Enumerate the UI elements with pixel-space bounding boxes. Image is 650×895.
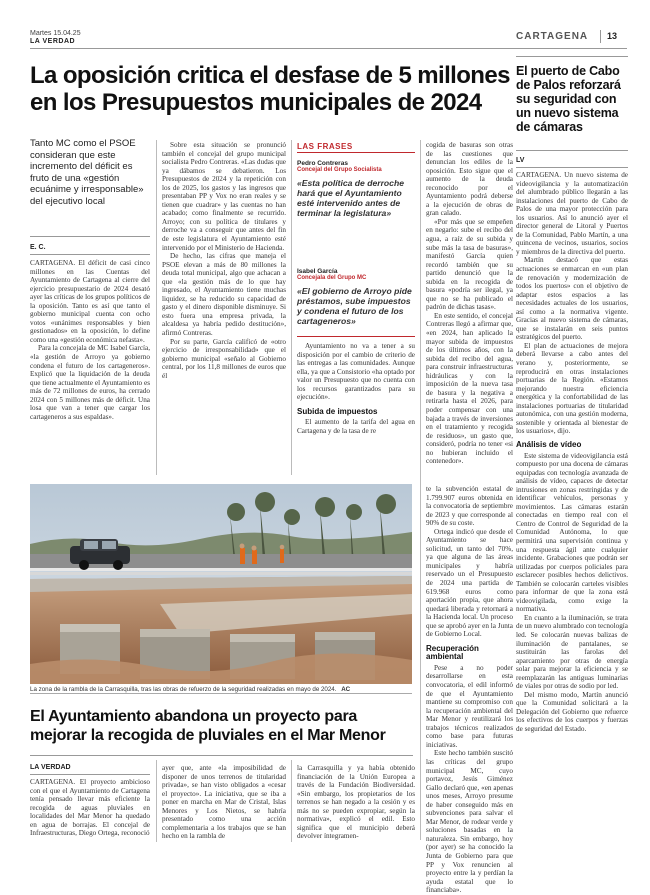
photo-caption-text: La zona de la rambla de la Carrasquilla, tras las obras de refuerzo de la seguridad realizadas en mayo de 2024. — [30, 686, 337, 693]
main-standfirst: Tanto MC como el PSOE consideran que este incremento del déficit es fruto de una «gestión ecuánime y irresponsable» del ejecutivo local — [30, 138, 144, 207]
main-column-3 — [297, 342, 415, 435]
main-headline: La oposición critica el desfase de 5 millones en los Presupuestos municipales de 2024 — [30, 62, 510, 116]
sidebar-p5: En cuanto a la iluminación, se trata de un nuevo alumbrado con tecnología led. Se colocarán nuevas balizas de iluminación de pantalanes, se sustituirán las farolas del aparcamiento por otras de energía solar para mejorar la eficiencia y se reemplazarán las antiguas luminarias de viales por otras de sodio por led. — [516, 613, 628, 691]
column-divider-3 — [420, 140, 421, 840]
quote-2-text: «El gobierno de Arroyo pide préstamos, sube impuestos y condena el futuro de los cartageneros» — [297, 286, 412, 326]
sidebar-p4: Este sistema de videovigilancia está compuesto por una docena de cámaras equipadas con tecnología avanzada de análisis de vídeo, capaces de detectar intrusiones en zonas restringidas y de identificar vehículos, personas y movimientos. Las cámaras estarán conectadas en tiempo real con el Centro de Control de Seguridad de la Comunidad Autónoma, lo que permitirá una supervisión continua y una respuesta ágil ante cualquier incidente. Grabaciones que podrán ser utilizadas por cuerpos policiales para esclarecer posibles hechos delictivos. También se colocarán carteles visibles para informar de que la zona está videovigilada, como exige la normativa. — [516, 451, 628, 614]
second-column-1 — [30, 778, 150, 838]
issue-date: Martes 15.04.25 — [30, 30, 81, 37]
masthead-rule — [30, 48, 627, 49]
main-col2-p1: Sobre esta situación se pronunció también el concejal del grupo municipal socialista Pedro Contreras. «Las dudas que ya dábamos se debatieron. Los Presupuestos de 2024 y la repetición con los de 2025, los gastos y las ingresos que presentaban PP y Vox no eran reales y se tienen que cuadrar» y las cuentas no han acabado; como finalmente se recurrido. Arroyo; con su política de titulares y derroche va a conseguir que antes del fin de este legislatura el Ayuntamiento esté intervenido por el Ministerio de Hacienda. — [162, 141, 286, 252]
column-divider-1 — [156, 140, 157, 475]
caption-rule — [30, 693, 412, 694]
photo-caption — [30, 686, 412, 693]
newspaper-name: LA VERDAD — [30, 38, 76, 45]
sidebar-body — [516, 171, 628, 734]
main-col4-p5: Ortega indicó que desde el Ayuntamiento se hace solicitud, un tanto del 70%, ya que alguna de las áreas municipales y habría reservado un el Presupuesto de 2024 una partida de 619.968 euros como aportación propia, que ahora quedará liberada y retornará a la Hacienda local. Un proceso que se aprobó ayer en la Junta de Gobierno Local. — [426, 527, 513, 639]
second-headline: El Ayuntamiento abandona un proyecto para mejorar la recogida de pluviales en el Mar Menor — [30, 708, 386, 744]
quote-1-author: Pedro Contreras — [297, 160, 348, 167]
photo-credit: AC — [341, 686, 351, 693]
main-col4-p7: Este hecho también suscitó las críticas del grupo municipal MC, cuyo portavoz, Jesús Giménez Gallo declaró que, «en apenas unos meses, Arroyo presume de haber conseguido más en subvenciones para salvar el Mar Menor, de rodear verde y soluciones basadas en la naturaleza. Sin embargo, hoy (por ayer) se ha conocido la Junta de Gobierno para que PP y Vox renuncien al proyecto entre la y perdían la ayuda estatal que lo financiaba». — [426, 749, 513, 895]
sidebar-top-rule — [516, 56, 628, 57]
main-col2-p2: De hecho, las cifras que maneja el PSOE elevan a más de 80 millones la deuda total municipal, algo que achacan a que «la gestión más de lo que hay ingresado, el Ayuntamiento tiene muchas liquidez, se ha reducido su capacidad de gasto y el dinero disponible disminuye. Si esto fuera una empresa privada, la alcaldesa ya habría pedido destitución», afirmó Contreras. — [162, 252, 286, 338]
rambla-photo — [30, 484, 412, 684]
second-col1-p1: CARTAGENA. El proyecto ambicioso con el que el Ayuntamiento de Cartagena tenía pensado llevar más eficiente la recogida de aguas pluviales en localidades del Mar Menor ha quedado en agua de borrajas. El concejal de Infraestructuras, Diego Ortega, reconoció — [30, 778, 150, 838]
second-headline-rule — [30, 755, 413, 756]
second-col2-p1: ayer que, ante «la imposibilidad de disponer de unos terrenos de titularidad privada», se han visto obligados a «cesar el proyecto». La iniciativa, que se iba a poner en marcha en Mar de Cristal, Islas Menores y Los Nietos, se habría presentado como una acción complementaria a los trabajos que se han hecho en la rambla de — [162, 764, 286, 841]
main-col4-p6: Pese a no poder desarrollarse en esta convocatoria, el edil informó de que el Ayuntamiento mantiene su compromiso con la recuperación ambiental del Mar Menor y reutilizará los trabajos técnicos realizados como base para futuras iniciativas. — [426, 663, 513, 749]
main-byline: E. C. — [30, 244, 46, 251]
main-column-2 — [162, 141, 286, 380]
sidebar-p2: Martín destacó que estas actuaciones se enmarcan en «un plan de renovación y modernización de todos los puertos» con el objetivo de adaptar estos espacios a las necesidades actuales de los usuarios, así como a la normativa vigente. Gracias al nuevo sistema de cámaras, que se instalarán en seis puntos estratégicos del puerto. — [516, 256, 628, 342]
second-byline: LA VERDAD — [30, 764, 71, 771]
masthead-separator — [600, 30, 601, 43]
rambla-photo-illustration — [30, 484, 412, 684]
column-divider-2 — [291, 140, 292, 475]
sidebar-byline-rule — [516, 167, 628, 168]
sidebar-headline-rule — [516, 150, 628, 151]
sidebar-headline: El puerto de Cabo de Palos reforzará su seguridad con un nuevo sistema de cámaras — [516, 64, 621, 134]
quote-1-role: Concejal del Grupo Socialista — [297, 167, 382, 173]
sidebar-p6: Del mismo modo, Martín anunció que la Comunidad solicitará a la Delegación del Gobierno que refuerce los efectivos de los cuerpos y fuerzas de seguridad del Estado. — [516, 690, 628, 733]
sidebar-byline: LV — [516, 157, 525, 164]
standfirst-rule — [30, 236, 150, 237]
quote-2 — [297, 268, 415, 326]
quotes-box-bottom-rule — [297, 336, 415, 337]
main-column-4-continued — [426, 485, 513, 895]
page-number: 13 — [607, 31, 618, 41]
second-column-2 — [162, 764, 286, 841]
sidebar-subhead: Análisis de vídeo — [516, 439, 582, 449]
quote-1 — [297, 160, 415, 218]
subhead-recuperacion: Recuperación ambiental — [426, 643, 479, 662]
quote-2-role: Concejala del Grupo MC — [297, 275, 367, 281]
main-col4-p4: te la subvención estatal de 1.799.907 euros obtenida en la convocatoria de septiembre de 2023 y que corresponde al 90% de su coste. — [426, 485, 513, 528]
main-col3-p2: El aumento de la tarifa del agua en Cartagena y de la tasa de re — [297, 418, 415, 435]
sidebar-p1: CARTAGENA. Un nuevo sistema de videovigilancia y la automatización del alumbrado público llegarán a las instalaciones del puerto de Cabo de Palos de una mayor protección para los usuarios. Así lo anunció ayer el director general de Litoral y Puertos de la Comunidad, Pablo Martín, a una quincena de vecinos, usuarios, socios y miembros de la directiva del puerto. — [516, 171, 628, 256]
section-name: CARTAGENA — [516, 31, 589, 42]
main-col3-p1: Ayuntamiento no va a tener a su disposición por el cambio de criterio de las entregas a las comunidades. Aunque ella, ya que a Consistorio «ha optado por valor un Presupuesto que no cuenta con los recursos garantizados para su ejecución». — [297, 342, 415, 402]
quotes-box-rule — [297, 152, 415, 153]
subhead-impuestos: Subida de impuestos — [297, 406, 378, 416]
byline-rule — [30, 254, 150, 255]
main-col2-p3: Por su parte, García calificó de «otro ejercicio de irresponsabilidad» que el gobierno municipal «señalo al Gobierno central, por los 11,8 millones de euros que él — [162, 337, 286, 380]
sidebar-p3: El plan de actuaciones de mejora deberá llevarse a cabo antes del verano y, posteriormente, se reproducirá en otras instalaciones portuarias de la Región. «Estamos mejorando nuestra eficiencia energética y la confortabilidad de las instalaciones portuarias de titularidad autonómica, con una gestión moderna, sostenible y orientada al bienestar de los usuarios», dijo. — [516, 341, 628, 436]
second-divider-1 — [156, 760, 157, 842]
second-column-3 — [297, 764, 415, 841]
quote-2-author: Isabel García — [297, 268, 338, 275]
main-col1-p2: Para la concejala de MC Isabel García, «la gestión de Arroyo ya gobierno condena el futuro de los cartageneros». Explicó que la liquidación de la deuda que tiene actualmente el Ayuntamiento es más de 72 millones de euros, ha cerrado 2024 con 5 millones más de déficit. Una losa que van a tener que cargar los cartageneros a sus espaldas». — [30, 344, 150, 421]
main-col4-p1: cogida de basuras son otras de las cuestiones que denuncian los ediles de la oposición. Esto sigue que el aumento de la deuda reconocido por el Ayuntamiento podrá deberse a la ejecución de obras de gran calado. — [426, 141, 513, 218]
main-col4-p3: En este sentido, el concejal Contreras llegó a afirmar que, «en 2024, han aplicado la mayor subida de impuestos de los últimos años, con la subida del recibo del agua, para construir infraestructuras hidráulicas y con la imposición de la nueva tasa de basura y la negativa a retirarla hasta el 2026, para poder compensar con una bajada a través de inversiones en el tratamiento y recogida de residuos», un gasto que, consideró, podría no tener «si no hubieran incluido el contenedor». — [426, 311, 513, 466]
second-byline-rule — [30, 774, 150, 775]
main-col1-p1: CARTAGENA. El déficit de casi cinco millones en las Cuentas del Ayuntamiento de Cartagena al cierre del ejercicio presupuestario de 2024 desató ayer las críticas de los grupos políticos de la oposición. Tanto es así que tanto el gobierno municipal cuenta con ocho votos «unánimes responsables y bien gestionados» en la oposición, lo define como una «gestión económica nefasta». — [30, 259, 150, 344]
main-column-1 — [30, 259, 150, 421]
second-col3-p1: la Carrasquilla y ya había obtenido financiación de la Unión Europea a través de la Fundación Biodiversidad. «Sin embargo, los propietarios de los terrenos se han negado a la cesión y es más no se pueden expropiar, según la normativa», explicó el edil. Esto significa que el municipio deberá devolver íntegramen- — [297, 764, 415, 841]
main-column-4 — [426, 141, 513, 466]
main-col4-p2: «Por más que se empeñen en negarlo: sube el recibo del agua, a raíz de su subida y sube más la tasa de basuras», manifestó García quien recordó también que su partido denunció que la subida en la recogida de basura «podría ser ilegal, ya que no se ha publicado el padrón de dichas tasas». — [426, 217, 513, 312]
quotes-box-title: LAS FRASES — [297, 142, 353, 151]
quote-1-text: «Esta política de derroche hará que el Ayuntamiento esté intervenido antes de terminar la legislatura» — [297, 178, 404, 218]
second-divider-2 — [291, 760, 292, 842]
